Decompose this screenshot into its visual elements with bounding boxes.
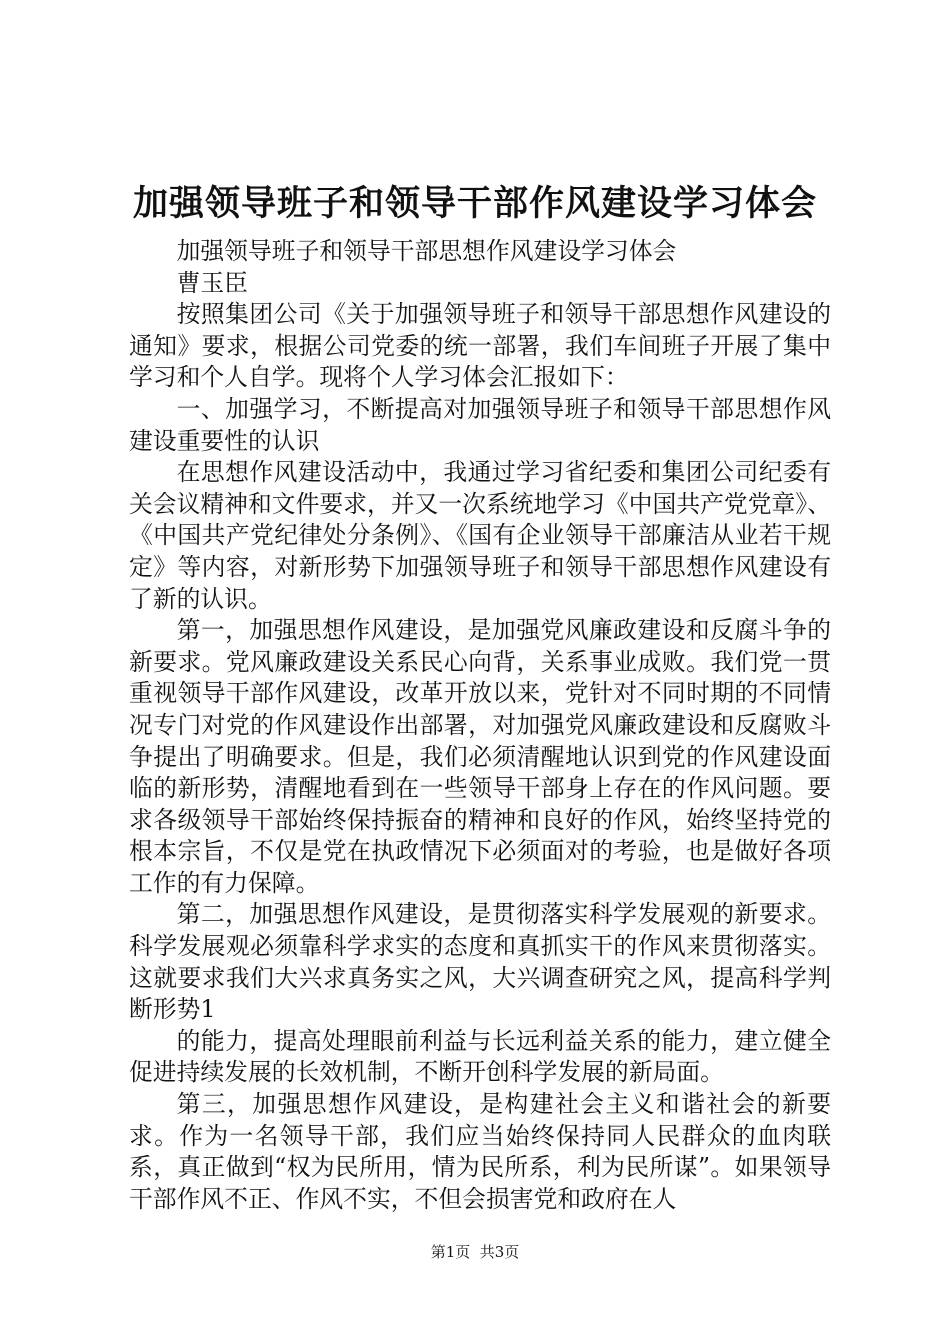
paragraph: 在思想作风建设活动中，我通过学习省纪委和集团公司纪委有关会议精神和文件要求，并又一次系统地学习《中国共产党党章》、《中国共产党纪律处分条例》、《国有企业领导干部廉洁从业若干规定》等内容，对新形势下加强领导班子和领导干部思想作风建设有了新的认识。: [129, 458, 832, 613]
paragraph: 一、加强学习，不断提高对加强领导班子和领导干部思想作风建设重要性的认识: [129, 394, 831, 455]
paragraph: 第三，加强思想作风建设，是构建社会主义和谐社会的新要求。作为一名领导干部，我们应当始终保持同人民群众的血肉联系，真正做到“权为民所用，情为民所系，利为民所谋”。如果领导干部作风不正、作风不实，不但会损害党和政府在人: [129, 1090, 831, 1213]
paragraph: 第一，加强思想作风建设，是加强党风廉政建设和反腐斗争的新要求。党风廉政建设关系民心向背，关系事业成败。我们党一贯重视领导干部作风建设，改革开放以来，党针对不同时期的不同情况专门对党的作风建设作出部署，对加强党风廉政建设和反腐败斗争提出了明确要求。但是，我们必须清醒地认识到党的作风建设面临的新形势，清醒地看到在一些领导干部身上存在的作风问题。要求各级领导干部始终保持振奋的精神和良好的作风，始终坚持党的根本宗旨，不仅是党在执政情况下必须面对的考验，也是做好各项工作的有力保障。: [129, 616, 831, 897]
document-body: [129, 236, 831, 1215]
paragraph: 的能力，提高处理眼前利益与长远利益关系的能力，建立健全促进持续发展的长效机制，不断开创科学发展的新局面。: [129, 1026, 831, 1087]
page-number-label: 第1页 共3页: [430, 1243, 520, 1261]
author-line: 曹玉臣: [176, 268, 248, 297]
page-footer: [0, 1242, 950, 1262]
document-title: 加强领导班子和领导干部作风建设学习体会: [132, 183, 817, 224]
paragraph: 第二，加强思想作风建设，是贯彻落实科学发展观的新要求。科学发展观必须靠科学求实的态度和真抓实干的作风来贯彻落实。这就要求我们大兴求真务实之风，大兴调查研究之风，提高科学判断形势1: [129, 900, 831, 1024]
paragraph: 按照集团公司《关于加强领导班子和领导干部思想作风建设的通知》要求，根据公司党委的统一部署，我们车间班子开展了集中学习和个人自学。现将个人学习体会汇报如下：: [129, 300, 831, 392]
subtitle-line: 加强领导班子和领导干部思想作风建设学习体会: [176, 237, 677, 265]
